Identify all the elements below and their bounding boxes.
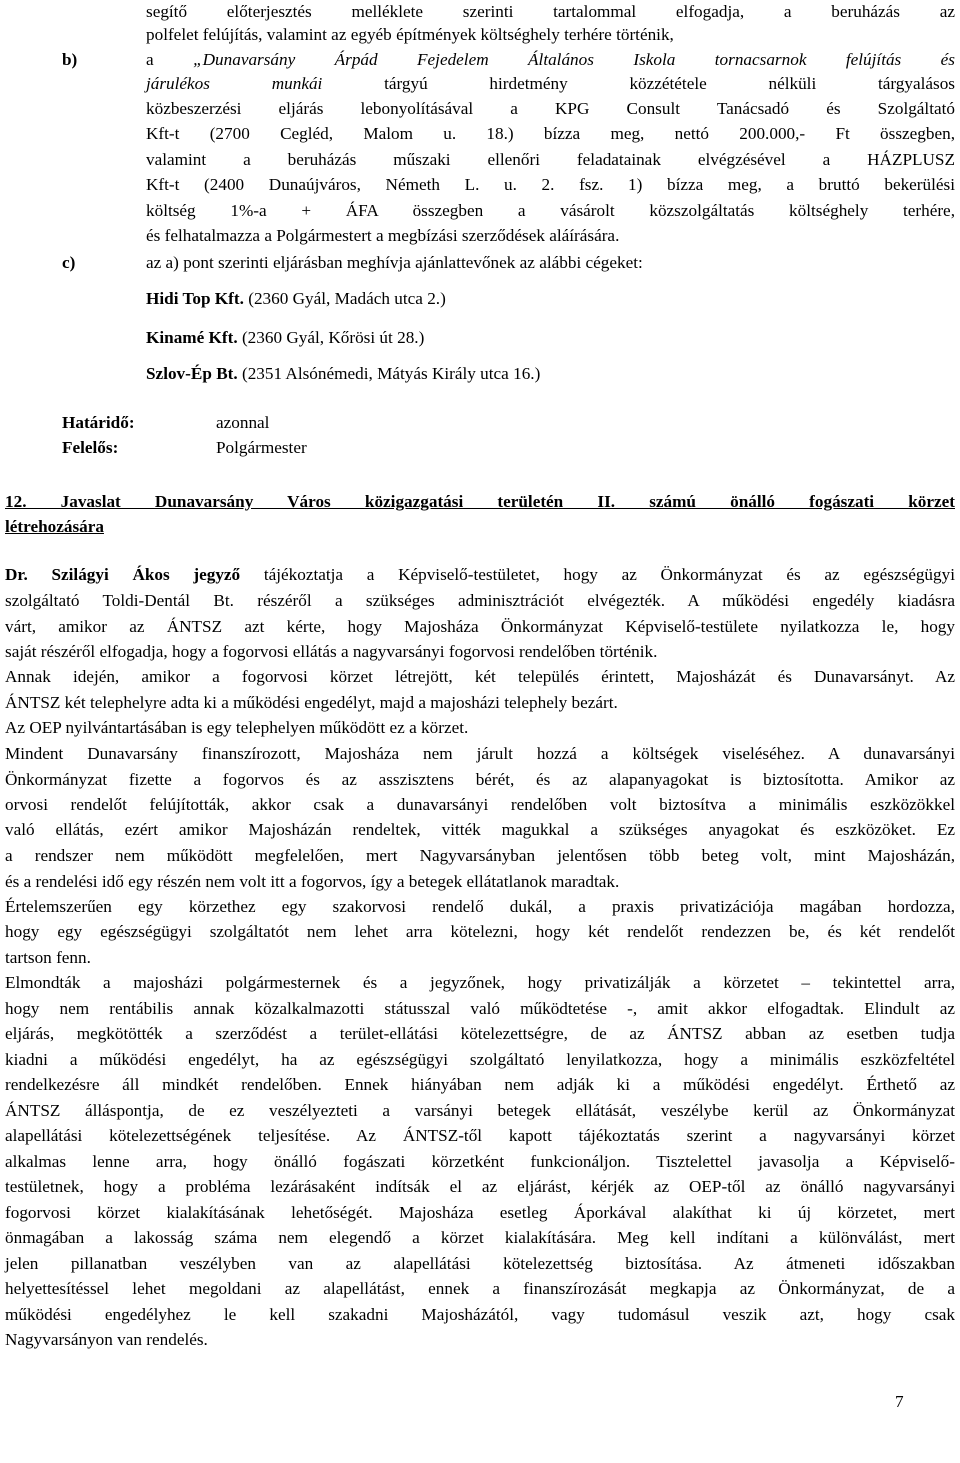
- paragraph-line: való ellátás, ezért amikor Majosházán rendeltek, vitték magukkal a szükséges anyagokat és eszközöket. Ez: [5, 820, 955, 839]
- text-span: a: [146, 50, 194, 69]
- company-entry: [146, 328, 424, 348]
- company-name: Hidi Top Kft.: [146, 289, 244, 308]
- paragraph-line: Értelemszerűen egy körzethez egy szakorvosi rendelő dukál, a praxis privatizációja magában hordozza,: [5, 897, 955, 916]
- paragraph-line: alkalmas lenne arra, hogy önálló fogászati körzetként funkcionáljon. Tisztelettel javasolja a Képviselő-: [5, 1152, 955, 1171]
- section-heading: létrehozására: [5, 517, 104, 536]
- paragraph-line: fogorvosi körzet kialakításának lehetőségét. Majosháza esetleg Áporkával alakíthat ki új körzetet, mert: [5, 1203, 955, 1222]
- company-name: Kinamé Kft.: [146, 328, 238, 347]
- item-label-b: b): [62, 50, 78, 69]
- speaker-name: Dr. Szilágyi Ákos jegyző: [5, 565, 241, 584]
- paragraph-line: Annak idején, amikor a fogorvosi körzet létrejött, két település érintett, Majosházát és Dunavarsányt. Az: [5, 667, 955, 686]
- paragraph-line: költség 1%-a + ÁFA összegben a vásárolt közszolgáltatás költséghely terhére,: [146, 201, 955, 220]
- paragraph-line: polfelet felújítás, valamint az egyéb építmények költséghely terhére történik,: [146, 25, 674, 44]
- paragraph-line: szolgáltató Toldi-Dentál Bt. részéről a szükséges adminisztrációt elvégezték. A működési engedély kiadásra: [5, 591, 955, 610]
- responsible-label: Felelős:: [62, 438, 119, 457]
- paragraph-line: működési engedélyhez le kell szakadni Majosházától, vagy tudomásul veszik azt, hogy csak: [5, 1305, 955, 1324]
- deadline-value: azonnal: [216, 413, 270, 432]
- paragraph-line: Kft-t (2400 Dunaújváros, Németh L. u. 2. fsz. 1) bízza meg, a bruttó bekerülési: [146, 175, 955, 194]
- company-entry: [146, 289, 446, 309]
- paragraph-line: Az OEP nyilvántartásában is egy telephelyen működött ez a körzet.: [5, 718, 469, 737]
- paragraph-line: [146, 50, 955, 70]
- paragraph-line: Kft-t (2700 Cegléd, Malom u. 18.) bízza meg, nettó 200.000,- Ft összegben,: [146, 124, 955, 143]
- paragraph-line: orvosi rendelőt felújították, akkor csak a dunavarsányi rendelőben volt biztosítva a minimális eszközökkel: [5, 795, 955, 814]
- paragraph-line: testületnek, hogy a probléma lezárásaként indítsák el az eljárást, kérjék az OEP-től az önálló nagyvarsányi: [5, 1177, 955, 1196]
- paragraph-line: [146, 74, 955, 94]
- paragraph-line: közbeszerzési eljárás lebonyolításával a KPG Consult Tanácsadó és Szolgáltató: [146, 99, 955, 118]
- paragraph-line: Nagyvarsányon van rendelés.: [5, 1330, 208, 1349]
- paragraph-line: Elmondták a majosházi polgármesternek és a jegyzőnek, hogy privatizálják a körzetet – tekintettel arra,: [5, 973, 955, 992]
- paragraph-line: és felhatalmazza a Polgármestert a megbízási szerződések aláírására.: [146, 226, 620, 245]
- paragraph-line: alapellátási kötelezettségének teljesítése. Az ÁNTSZ-től kapott tájékoztatás szerint a nagyvarsányi körzet: [5, 1126, 955, 1145]
- text-span: tárgyú hirdetmény közzététele nélküli tárgyalásos: [322, 74, 955, 93]
- paragraph-line: Önkormányzat fizette a fogorvos és az asszisztens bérét, és az alapanyagokat is biztosította. Amikor az: [5, 770, 955, 789]
- paragraph-line: és a rendelési idő egy részén nem volt itt a fogorvos, így a betegek ellátatlanok maradtak.: [5, 872, 620, 891]
- paragraph-line: valamint a beruházás műszaki ellenőri feladatainak elvégzésével a HÁZPLUSZ: [146, 150, 955, 169]
- italic-title: járulékos munkái: [146, 74, 323, 93]
- paragraph-line: hogy nem rentábilis annak közalkalmazotti státusszal való működtetése -, amit akkor elfogadtak. Elindult az: [5, 999, 955, 1018]
- company-address: (2351 Alsónémedi, Mátyás Király utca 16.): [237, 364, 541, 383]
- paragraph-line: ÁNTSZ két telephelyre adta ki a működési engedélyt, majd a majosházi telephely bezárt.: [5, 693, 618, 712]
- paragraph-line: a rendszer nem működött megfelelően, mert Nagyvarsányban jelentősen több beteg volt, mint Majosházán,: [5, 846, 955, 865]
- paragraph-line: segítő előterjesztés melléklete szerinti tartalommal elfogadja, a beruházás az: [146, 2, 955, 21]
- section-heading: 12. Javaslat Dunavarsány Város közigazgatási területén II. számú önálló fogászati körzet: [5, 492, 955, 511]
- paragraph-line: várt, amikor az ÁNTSZ azt kérte, hogy Majosháza Önkormányzat Képviselő-testülete nyilatkozza le, hogy: [5, 617, 955, 636]
- paragraph-line: az a) pont szerinti eljárásban meghívja ajánlattevőnek az alábbi cégeket:: [146, 253, 643, 272]
- paragraph-line: Mindent Dunavarsány finanszírozott, Majosháza nem járult hozzá a költségek viseléséhez. A dunavarsányi: [5, 744, 955, 763]
- italic-title: „Dunavarsány Árpád Fejedelem Általános Iskola tornacsarnok felújítás és: [193, 50, 955, 69]
- paragraph-line: jelen pillanatban veszélyben van az alapellátási kötelezettség biztosítása. Az átmeneti időszakban: [5, 1254, 955, 1273]
- paragraph-line: rendelkezésre áll mindkét rendelőben. Ennek hiányában nem adják ki a működési engedélyt. Érthető az: [5, 1075, 955, 1094]
- paragraph-line: eljárás, megkötötték a szerződést a terület-ellátási kötelezettségre, de az ÁNTSZ abban az esetben tudja: [5, 1024, 955, 1043]
- paragraph-line: kiadni a működési engedélyt, ha az egészségügyi szolgáltató lenyilatkozza, hogy a minimális eszközfeltétel: [5, 1050, 955, 1069]
- responsible-value: Polgármester: [216, 438, 307, 457]
- paragraph-line: ÁNTSZ álláspontja, de ez veszélyezteti a varsányi betegek ellátását, veszélybe kerül az Önkormányzat: [5, 1101, 955, 1120]
- company-name: Szlov-Ép Bt.: [146, 364, 238, 383]
- deadline-label: Határidő:: [62, 413, 135, 432]
- paragraph-line: önmagában a lakosság száma nem elegendő a körzet kialakítására. Meg kell indítani a különválást, mert: [5, 1228, 955, 1247]
- paragraph-line: [5, 565, 955, 585]
- paragraph-line: saját részéről elfogadja, hogy a fogorvosi ellátás a nagyvarsányi fogorvosi rendelőben történik.: [5, 642, 658, 661]
- company-address: (2360 Gyál, Madách utca 2.): [243, 289, 446, 308]
- paragraph-line: tartson fenn.: [5, 948, 91, 967]
- company-address: (2360 Gyál, Kőrösi út 28.): [237, 328, 425, 347]
- text-span: tájékoztatja a Képviselő-testületet, hogy az Önkormányzat és az egészségügyi: [240, 565, 955, 584]
- item-label-c: c): [62, 253, 76, 272]
- paragraph-line: hogy egy egészségügyi szolgáltatót nem lehet arra kötelezni, hogy két rendelőt rendezzen be, és két rendelőt: [5, 922, 955, 941]
- paragraph-line: helyettesítéssel lehet megoldani az alapellátást, ennek a finanszírozását megkapja az Önkormányzat, de a: [5, 1279, 955, 1298]
- company-entry: [146, 364, 540, 384]
- page-number: 7: [895, 1392, 904, 1411]
